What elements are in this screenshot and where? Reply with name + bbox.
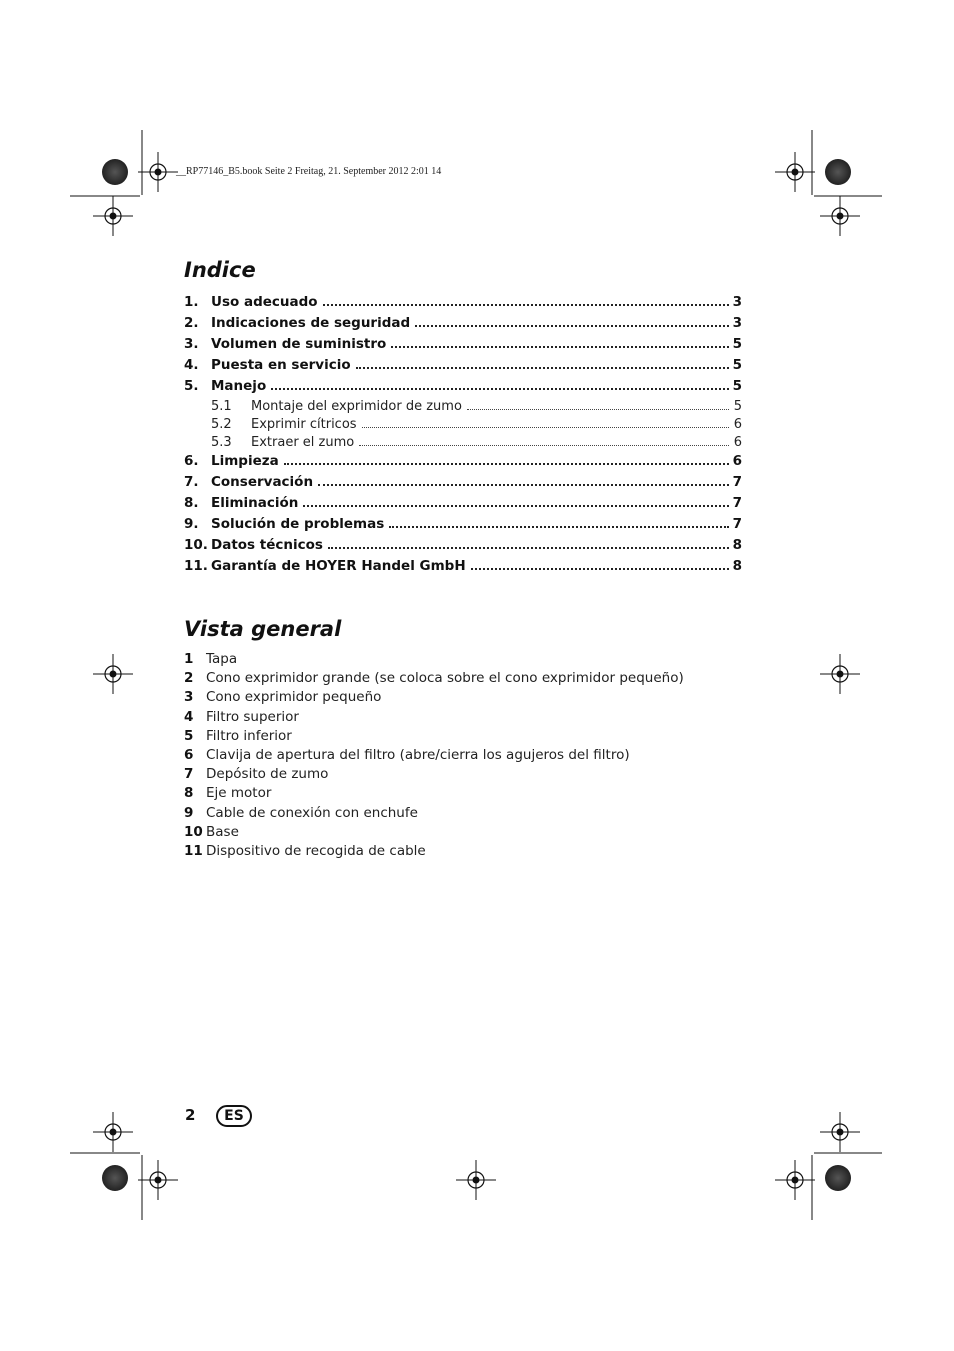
color-wheel-icon [825,1165,851,1191]
toc-entry-page: 5 [733,399,742,414]
toc-entry-page: 7 [732,495,742,511]
list-item [184,651,744,670]
list-item [184,670,744,689]
color-wheel-icon [102,1165,128,1191]
toc-entry-page: 3 [732,294,742,310]
toc-entry-page: 5 [732,378,742,394]
list-item [184,689,744,708]
toc-entry-label: Garantía de HOYER Handel GmbH [211,558,466,574]
part-number: 10 [184,823,203,840]
toc-entry-label: Datos técnicos [211,537,323,553]
toc-entry-page: 5 [732,357,742,373]
part-number: 7 [184,766,194,783]
toc-leader-dots [284,463,729,465]
toc-leader-dots [389,526,729,528]
toc-entry-number: 7. [184,474,199,490]
toc-entry-label: Eliminación [211,495,299,511]
toc-entry-number: 8. [184,495,199,511]
parts-overview-list [184,651,744,862]
page-number: 2 [185,1106,196,1124]
print-header: __RP77146_B5.book Seite 2 Freitag, 21. September 2012 2:01 14 [176,166,442,177]
toc-entry-number: 5. [184,378,199,394]
toc-subentry[interactable] [184,417,742,435]
toc-entry-label: Montaje del exprimidor de zumo [251,399,462,414]
toc-entry[interactable] [184,558,742,579]
list-item [184,785,744,804]
toc-entry[interactable] [184,357,742,378]
part-label: Filtro superior [206,708,299,725]
part-label: Depósito de zumo [206,766,329,783]
toc-entry-number: 1. [184,294,199,310]
language-badge: ES [216,1105,252,1127]
toc-leader-dots [323,304,729,306]
toc-entry-number: 2. [184,315,199,331]
toc-entry[interactable] [184,495,742,516]
toc-title: Indice [184,258,256,282]
toc-entry-number: 10. [184,537,208,553]
toc-entry-number: 9. [184,516,199,532]
toc-leader-dots [328,547,729,549]
toc-entry-number: 3. [184,336,199,352]
toc-leader-dots [391,346,729,348]
part-label: Dispositivo de recogida de cable [206,842,426,859]
toc-entry-page: 5 [732,336,742,352]
toc-entry-number: 6. [184,453,199,469]
toc-entry[interactable] [184,516,742,537]
toc-leader-dots [359,445,729,446]
color-wheel-icon [102,159,128,185]
toc-leader-dots [318,484,729,486]
part-label: Base [206,823,239,840]
part-number: 8 [184,785,194,802]
part-number: 1 [184,651,194,667]
toc-entry-label: Conservación [211,474,314,490]
toc-entry[interactable] [184,315,742,336]
toc-entry-page: 3 [732,315,742,331]
part-number: 6 [184,746,194,763]
part-label: Eje motor [206,785,272,802]
list-item [184,728,744,747]
toc-entry[interactable] [184,336,742,357]
part-label: Filtro inferior [206,727,292,744]
part-number: 9 [184,804,194,821]
toc-subentry[interactable] [184,399,742,417]
toc-entry-page: 7 [732,474,742,490]
toc-entry[interactable] [184,378,742,399]
part-label: Cable de conexión con enchufe [206,804,418,821]
toc-entry-number: 4. [184,357,199,373]
toc-entry-page: 6 [733,417,742,432]
toc-entry-page: 6 [733,435,742,450]
toc-entry-label: Uso adecuado [211,294,318,310]
table-of-contents [184,294,742,579]
toc-entry-label: Volumen de suministro [211,336,387,352]
part-label: Clavija de apertura del filtro (abre/cierra los agujeros del filtro) [206,746,630,763]
part-number: 2 [184,670,194,687]
part-label: Cono exprimidor pequeño [206,689,382,706]
toc-leader-dots [362,427,729,428]
toc-leader-dots [356,367,729,369]
toc-entry-number: 5.2 [211,417,232,432]
part-number: 3 [184,689,194,706]
list-item [184,843,744,862]
toc-entry-label: Limpieza [211,453,279,469]
toc-entry-page: 8 [732,558,742,574]
toc-entry-page: 7 [732,516,742,532]
color-wheel-icon [825,159,851,185]
toc-entry-label: Exprimir cítricos [251,417,357,432]
toc-entry-label: Puesta en servicio [211,357,351,373]
list-item [184,824,744,843]
toc-entry-number: 5.3 [211,435,232,450]
toc-entry[interactable] [184,537,742,558]
toc-entry[interactable] [184,474,742,495]
toc-entry-page: 8 [732,537,742,553]
toc-entry-page: 6 [732,453,742,469]
part-label: Cono exprimidor grande (se coloca sobre el cono exprimidor pequeño) [206,670,684,687]
list-item [184,709,744,728]
toc-leader-dots [303,505,729,507]
list-item [184,805,744,824]
toc-entry-label: Extraer el zumo [251,435,355,450]
toc-leader-dots [471,568,729,570]
toc-leader-dots [467,409,729,410]
toc-leader-dots [415,325,729,327]
part-number: 4 [184,708,194,725]
toc-entry[interactable] [184,453,742,474]
toc-entry-number: 11. [184,558,208,574]
overview-title: Vista general [184,617,342,641]
list-item [184,766,744,785]
toc-entry-label: Manejo [211,378,267,394]
list-item [184,747,744,766]
toc-entry-number: 5.1 [211,399,232,414]
toc-entry-label: Indicaciones de seguridad [211,315,411,331]
toc-subentry[interactable] [184,435,742,453]
toc-entry-label: Solución de problemas [211,516,385,532]
part-label: Tapa [206,651,238,667]
part-number: 11 [184,842,203,859]
toc-entry[interactable] [184,294,742,315]
part-number: 5 [184,727,194,744]
toc-leader-dots [271,388,729,390]
